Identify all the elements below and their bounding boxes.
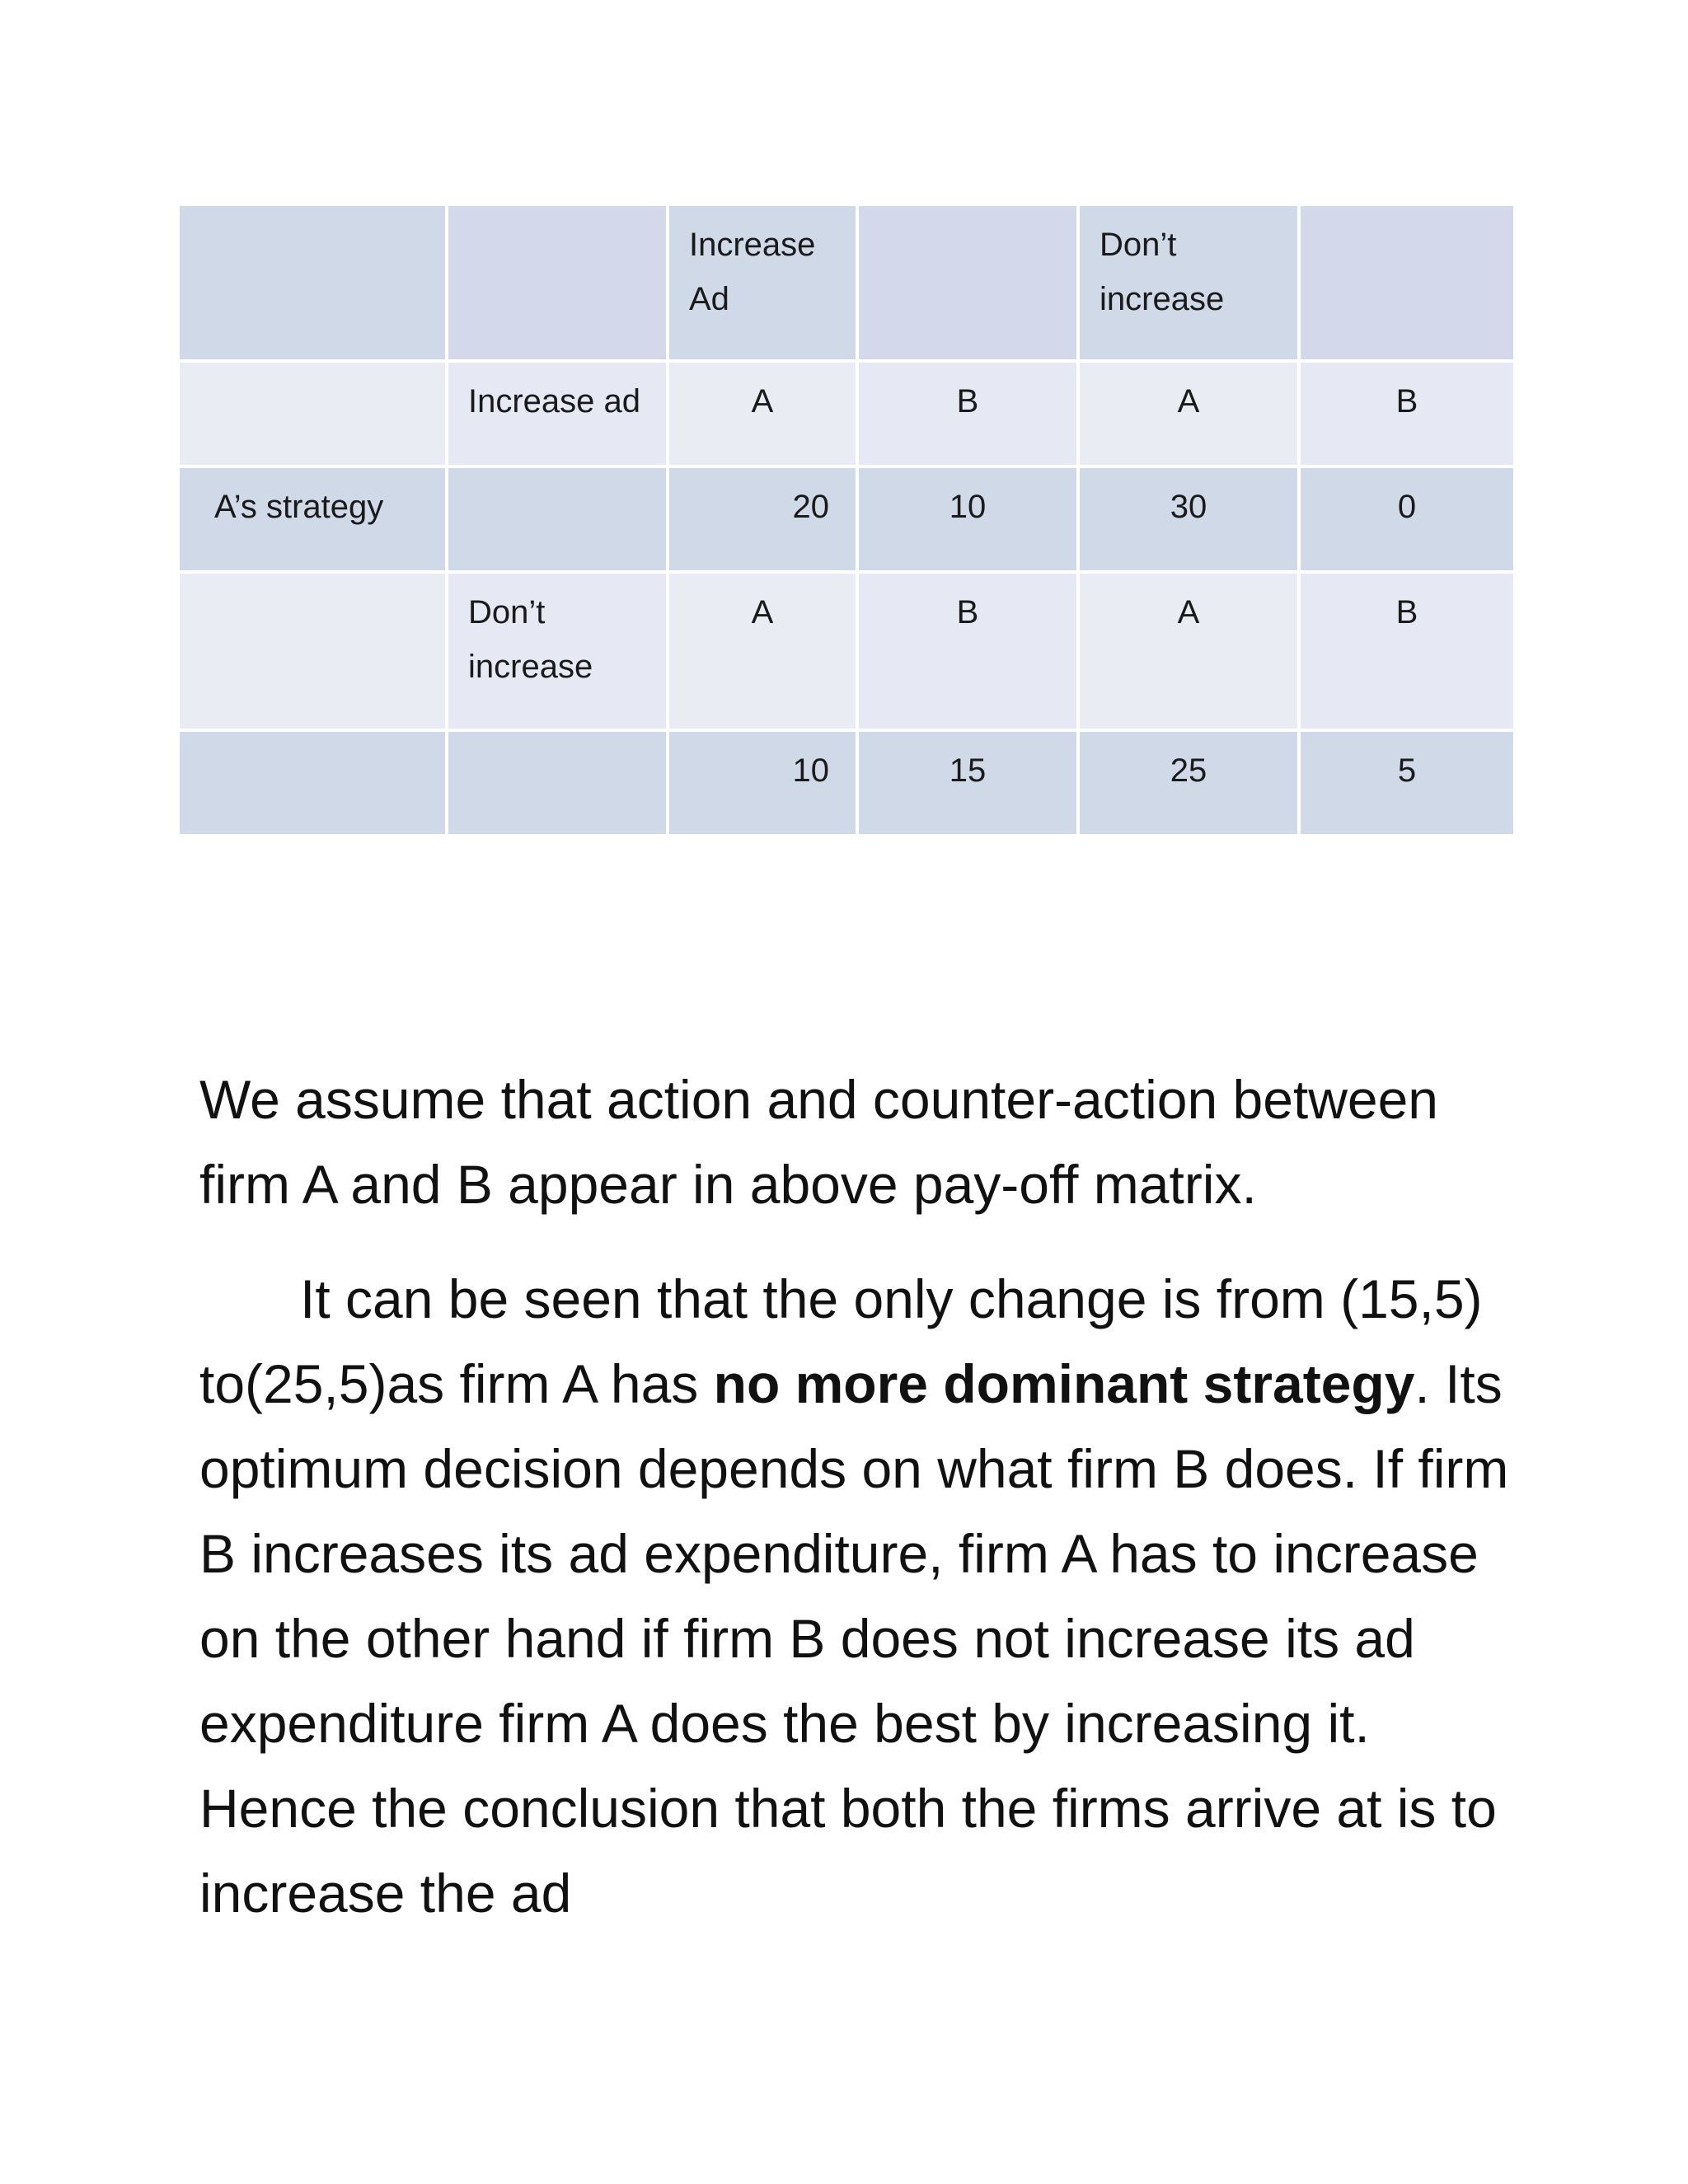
payoff-label-a: A xyxy=(1080,363,1297,465)
header-increase-ad: Increase Ad xyxy=(669,206,856,359)
payoff-label-b: B xyxy=(1301,363,1513,465)
row-label-increase-ad: Increase ad xyxy=(448,363,666,465)
matrix-header-row xyxy=(180,206,1513,359)
payoff-value: 25 xyxy=(1080,732,1297,834)
matrix-cell-empty xyxy=(1301,206,1513,359)
bold-phrase-dominant-strategy: no more dominant strategy xyxy=(713,1353,1415,1414)
matrix-row-increase-values xyxy=(180,468,1513,570)
row-label-a-strategy: A’s strategy xyxy=(180,468,445,570)
matrix-row-dont-increase-labels xyxy=(180,574,1513,729)
payoff-value: 30 xyxy=(1080,468,1297,570)
matrix-cell-empty xyxy=(180,574,445,729)
matrix-cell-empty xyxy=(448,732,666,834)
matrix-row-dont-increase-values xyxy=(180,732,1513,834)
matrix-cell-empty xyxy=(448,468,666,570)
payoff-value: 0 xyxy=(1301,468,1513,570)
payoff-value: 15 xyxy=(859,732,1076,834)
payoff-value: 10 xyxy=(669,732,856,834)
payoff-label-a: A xyxy=(669,574,856,729)
paragraph-assumption: We assume that action and counter-action between firm A and B appear in above pay-off matrix. xyxy=(199,1069,1439,1215)
payoff-matrix-table xyxy=(176,203,1517,837)
row-label-dont-increase: Don’t increase xyxy=(448,574,666,729)
payoff-label-a: A xyxy=(669,363,856,465)
matrix-row-increase-labels xyxy=(180,363,1513,465)
paragraph-analysis xyxy=(199,1257,1535,1936)
payoff-value: 10 xyxy=(859,468,1076,570)
payoff-label-b: B xyxy=(859,574,1076,729)
payoff-value: 5 xyxy=(1301,732,1513,834)
payoff-label-b: B xyxy=(1301,574,1513,729)
paragraph-analysis-start: It can be seen that the only change is from (15,5) to(25,5)as firm A has xyxy=(199,1268,1483,1414)
matrix-cell-empty xyxy=(448,206,666,359)
payoff-label-a: A xyxy=(1080,574,1297,729)
payoff-label-b: B xyxy=(859,363,1076,465)
header-dont-increase: Don’t increase xyxy=(1080,206,1297,359)
matrix-cell-empty xyxy=(180,206,445,359)
matrix-cell-empty xyxy=(180,732,445,834)
matrix-cell-empty xyxy=(180,363,445,465)
matrix-cell-empty xyxy=(859,206,1076,359)
payoff-value: 20 xyxy=(669,468,856,570)
paragraph-analysis-end: . Its optimum decision depends on what firm B does. If firm B increases its ad expenditure, firm A has to increase on the other hand if firm B does not increase its ad expenditure firm A does the best by increasing it. Hence the conclusion that both the firms arrive at is to increase the ad xyxy=(199,1353,1509,1924)
